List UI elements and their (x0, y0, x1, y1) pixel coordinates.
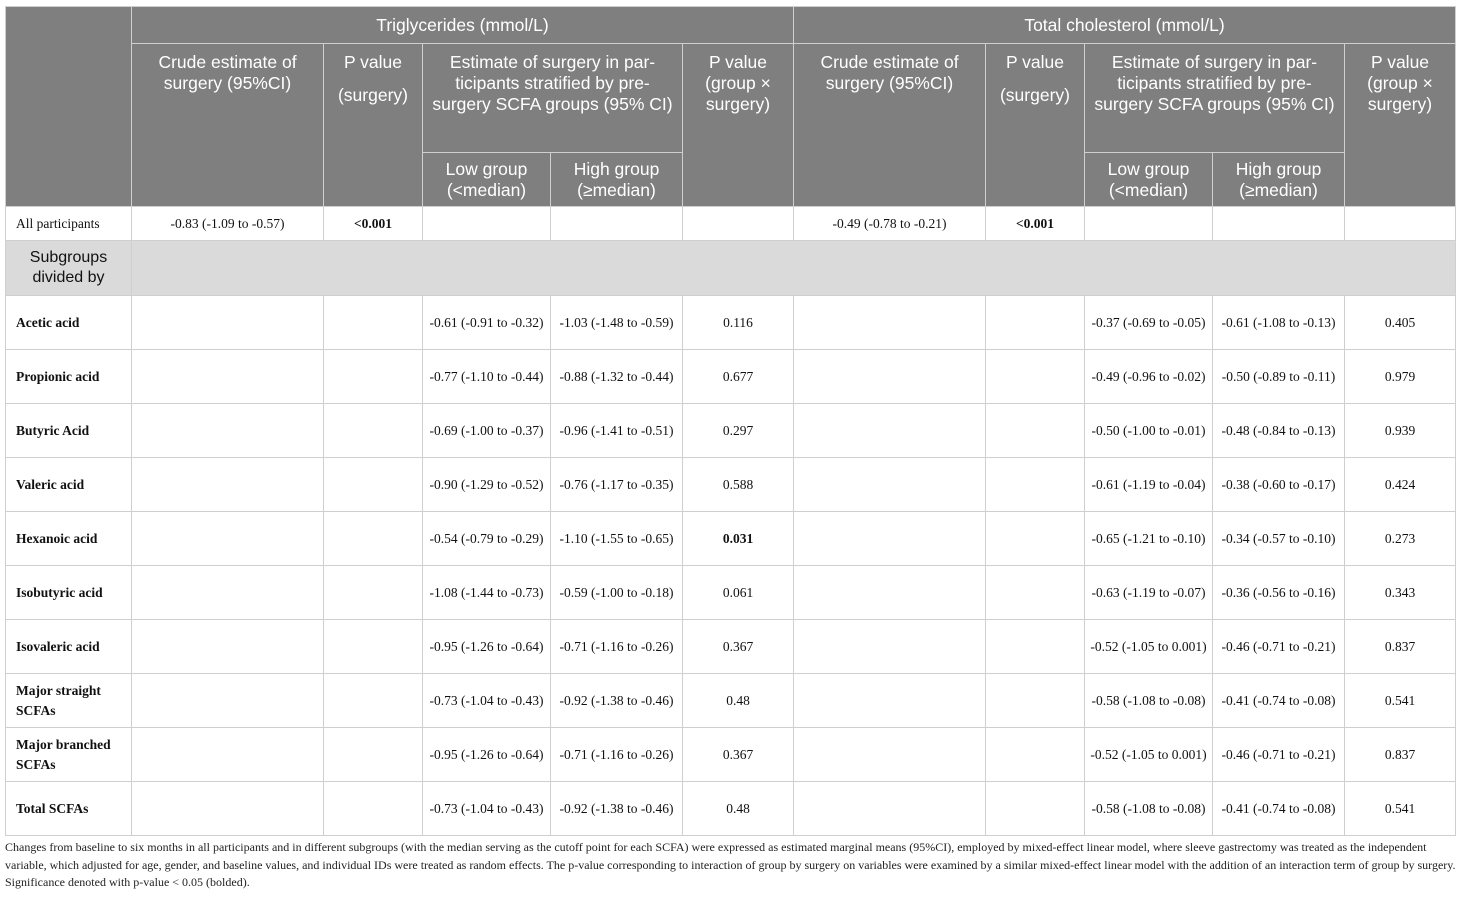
triglycerides-header: Triglycerides (mmol/L) (132, 7, 794, 44)
chol-low-cell: -0.37 (-0.69 to -0.05) (1085, 296, 1213, 350)
empty-cell (132, 350, 324, 404)
trig-high-cell: -0.88 (-1.32 to -0.44) (551, 350, 683, 404)
trig-crude-cell: -0.83 (-1.09 to -0.57) (132, 207, 324, 241)
empty-cell (794, 350, 986, 404)
chol-low-cell: -0.50 (-1.00 to -0.01) (1085, 404, 1213, 458)
table-row (6, 674, 1456, 728)
chol-pvalue-interaction-cell: 0.405 (1345, 296, 1456, 350)
empty-cell (986, 458, 1085, 512)
chol-low-cell: -0.58 (-1.08 to -0.08) (1085, 674, 1213, 728)
table-row (6, 512, 1456, 566)
empty-cell (794, 458, 986, 512)
trig-high-cell: -0.92 (-1.38 to -0.46) (551, 782, 683, 836)
trig-low-cell: -0.95 (-1.26 to -0.64) (423, 728, 551, 782)
header-blank-cell (6, 7, 132, 207)
trig-pvalue-interaction-cell: 0.367 (683, 728, 794, 782)
row-label: Propionic acid (6, 350, 132, 404)
trig-high-group-header: High group (≥median) (551, 153, 683, 207)
trig-crude-header: Crude estimate of surgery (95%CI) (132, 44, 324, 207)
table-header (6, 7, 1456, 207)
table-row (6, 458, 1456, 512)
chol-high-cell: -0.50 (-0.89 to -0.11) (1213, 350, 1345, 404)
chol-stratified-header: Estimate of surgery in par-ticipants stratified by pre-surgery SCFA groups (95% CI) (1085, 44, 1345, 153)
chol-pvalue-surgery-header (986, 44, 1085, 207)
row-label: Isovaleric acid (6, 620, 132, 674)
empty-cell (986, 404, 1085, 458)
empty-cell (794, 674, 986, 728)
trig-pvalue-cell: <0.001 (324, 207, 423, 241)
row-label: Major branched SCFAs (6, 728, 132, 782)
trig-low-cell: -0.54 (-0.79 to -0.29) (423, 512, 551, 566)
trig-pvalue-surgery-header (324, 44, 423, 207)
empty-cell (132, 674, 324, 728)
trig-low-cell: -1.08 (-1.44 to -0.73) (423, 566, 551, 620)
table-row (6, 566, 1456, 620)
trig-low-cell: -0.73 (-1.04 to -0.43) (423, 674, 551, 728)
row-label: Butyric Acid (6, 404, 132, 458)
trig-high-cell: -0.92 (-1.38 to -0.46) (551, 674, 683, 728)
row-label: Hexanoic acid (6, 512, 132, 566)
empty-cell (324, 350, 423, 404)
empty-cell (324, 296, 423, 350)
chol-crude-cell: -0.49 (-0.78 to -0.21) (794, 207, 986, 241)
chol-low-cell: -0.52 (-1.05 to 0.001) (1085, 620, 1213, 674)
table-row (6, 620, 1456, 674)
chol-crude-header: Crude estimate of surgery (95%CI) (794, 44, 986, 207)
table-row-all-participants (6, 207, 1456, 241)
chol-high-group-header: High group (≥median) (1213, 153, 1345, 207)
chol-high-cell: -0.46 (-0.71 to -0.21) (1213, 728, 1345, 782)
chol-pvalue-interaction-cell: 0.979 (1345, 350, 1456, 404)
trig-pvalue-interaction-cell: 0.48 (683, 782, 794, 836)
trig-low-cell: -0.95 (-1.26 to -0.64) (423, 620, 551, 674)
trig-high-cell: -0.71 (-1.16 to -0.26) (551, 728, 683, 782)
empty-cell (794, 728, 986, 782)
empty-cell (794, 296, 986, 350)
empty-cell (324, 620, 423, 674)
empty-cell (132, 458, 324, 512)
subgroup-band (132, 241, 1456, 296)
empty-cell (986, 782, 1085, 836)
empty-cell (1213, 207, 1345, 241)
trig-pvalue-interaction-cell: 0.677 (683, 350, 794, 404)
trig-pvalue-interaction-cell: 0.588 (683, 458, 794, 512)
empty-cell (423, 207, 551, 241)
empty-cell (986, 566, 1085, 620)
trig-high-cell: -1.10 (-1.55 to -0.65) (551, 512, 683, 566)
empty-cell (132, 728, 324, 782)
empty-cell (132, 782, 324, 836)
trig-stratified-header: Estimate of surgery in par-ticipants stratified by pre-surgery SCFA groups (95% CI) (423, 44, 683, 153)
row-label: Total SCFAs (6, 782, 132, 836)
trig-pvalue-interaction-cell: 0.297 (683, 404, 794, 458)
trig-high-cell: -1.03 (-1.48 to -0.59) (551, 296, 683, 350)
chol-high-cell: -0.41 (-0.74 to -0.08) (1213, 674, 1345, 728)
row-label: Isobutyric acid (6, 566, 132, 620)
table-row-subgroup-heading (6, 241, 1456, 296)
subgroup-label: Subgroups divided by (6, 241, 132, 296)
trig-low-cell: -0.61 (-0.91 to -0.32) (423, 296, 551, 350)
trig-high-cell: -0.59 (-1.00 to -0.18) (551, 566, 683, 620)
trig-low-cell: -0.69 (-1.00 to -0.37) (423, 404, 551, 458)
chol-low-cell: -0.63 (-1.19 to -0.07) (1085, 566, 1213, 620)
empty-cell (551, 207, 683, 241)
empty-cell (324, 728, 423, 782)
empty-cell (794, 512, 986, 566)
empty-cell (132, 566, 324, 620)
trig-pvalue-interaction-header: P value (group × surgery) (683, 44, 794, 207)
empty-cell (324, 674, 423, 728)
chol-pvalue-interaction-cell: 0.343 (1345, 566, 1456, 620)
row-label: Major straight SCFAs (6, 674, 132, 728)
chol-high-cell: -0.36 (-0.56 to -0.16) (1213, 566, 1345, 620)
table-row (6, 782, 1456, 836)
empty-cell (132, 296, 324, 350)
trig-pvalue-interaction-cell: 0.116 (683, 296, 794, 350)
empty-cell (986, 728, 1085, 782)
empty-cell (324, 458, 423, 512)
empty-cell (683, 207, 794, 241)
empty-cell (986, 620, 1085, 674)
chol-pvalue-interaction-cell: 0.273 (1345, 512, 1456, 566)
chol-high-cell: -0.61 (-1.08 to -0.13) (1213, 296, 1345, 350)
row-label: Acetic acid (6, 296, 132, 350)
chol-pvalue-interaction-cell: 0.939 (1345, 404, 1456, 458)
chol-low-cell: -0.61 (-1.19 to -0.04) (1085, 458, 1213, 512)
empty-cell (132, 620, 324, 674)
chol-pvalue-interaction-cell: 0.837 (1345, 620, 1456, 674)
empty-cell (132, 404, 324, 458)
chol-pvalue-cell: <0.001 (986, 207, 1085, 241)
empty-cell (324, 404, 423, 458)
chol-high-cell: -0.41 (-0.74 to -0.08) (1213, 782, 1345, 836)
chol-low-cell: -0.65 (-1.21 to -0.10) (1085, 512, 1213, 566)
empty-cell (1085, 207, 1213, 241)
trig-pvalue-interaction-cell: 0.061 (683, 566, 794, 620)
chol-pvalue-interaction-header: P value (group × surgery) (1345, 44, 1456, 207)
row-label: Valeric acid (6, 458, 132, 512)
trig-high-cell: -0.71 (-1.16 to -0.26) (551, 620, 683, 674)
empty-cell (132, 512, 324, 566)
empty-cell (986, 674, 1085, 728)
chol-high-cell: -0.46 (-0.71 to -0.21) (1213, 620, 1345, 674)
trig-pvalue-interaction-cell: 0.367 (683, 620, 794, 674)
trig-pvalue-interaction-cell: 0.48 (683, 674, 794, 728)
chol-high-cell: -0.48 (-0.84 to -0.13) (1213, 404, 1345, 458)
chol-pvalue-interaction-cell: 0.424 (1345, 458, 1456, 512)
chol-pvalue-interaction-cell: 0.541 (1345, 782, 1456, 836)
chol-low-cell: -0.49 (-0.96 to -0.02) (1085, 350, 1213, 404)
table-row (6, 296, 1456, 350)
empty-cell (986, 350, 1085, 404)
empty-cell (794, 404, 986, 458)
table-row (6, 350, 1456, 404)
chol-low-group-header: Low group (<median) (1085, 153, 1213, 207)
trig-pvalue-interaction-cell: 0.031 (683, 512, 794, 566)
trig-high-cell: -0.96 (-1.41 to -0.51) (551, 404, 683, 458)
chol-low-cell: -0.52 (-1.05 to 0.001) (1085, 728, 1213, 782)
chol-pvalue-interaction-cell: 0.837 (1345, 728, 1456, 782)
empty-cell (324, 512, 423, 566)
trig-low-cell: -0.90 (-1.29 to -0.52) (423, 458, 551, 512)
empty-cell (986, 296, 1085, 350)
chol-pvalue-interaction-cell: 0.541 (1345, 674, 1456, 728)
table-row (6, 404, 1456, 458)
empty-cell (324, 566, 423, 620)
table-body (6, 207, 1456, 836)
trig-low-cell: -0.77 (-1.10 to -0.44) (423, 350, 551, 404)
empty-cell (1345, 207, 1456, 241)
empty-cell (986, 512, 1085, 566)
pvalue-line2: (surgery) (337, 85, 408, 105)
trig-low-group-header: Low group (<median) (423, 153, 551, 207)
row-label: All participants (6, 207, 132, 241)
total-cholesterol-header: Total cholesterol (mmol/L) (794, 7, 1456, 44)
results-table (5, 6, 1456, 836)
table-footnote: Changes from baseline to six months in all participants and in different subgroups (with the median serving as the cutoff point for each SCFA) were expressed as estimated marginal means (95%CI), employed by mixed-effect linear model, where sleeve gastrectomy was treated as the independent variable, which adjusted for age, gender, and baseline values, and individual IDs were treated as random effects. The p-value corresponding to interaction of group by surgery on variables were examined by a similar mixed-effect linear model with the addition of an interaction term of group by surgery. Significance denoted with p-value < 0.05 (bolded). (5, 840, 1456, 889)
empty-cell (794, 620, 986, 674)
empty-cell (794, 782, 986, 836)
pvalue-line2: (surgery) (999, 85, 1070, 105)
empty-cell (794, 566, 986, 620)
trig-high-cell: -0.76 (-1.17 to -0.35) (551, 458, 683, 512)
trig-low-cell: -0.73 (-1.04 to -0.43) (423, 782, 551, 836)
table-row (6, 728, 1456, 782)
pvalue-line1: P value (343, 52, 403, 72)
chol-low-cell: -0.58 (-1.08 to -0.08) (1085, 782, 1213, 836)
chol-high-cell: -0.34 (-0.57 to -0.10) (1213, 512, 1345, 566)
empty-cell (324, 782, 423, 836)
chol-high-cell: -0.38 (-0.60 to -0.17) (1213, 458, 1345, 512)
pvalue-line1: P value (1005, 52, 1065, 72)
